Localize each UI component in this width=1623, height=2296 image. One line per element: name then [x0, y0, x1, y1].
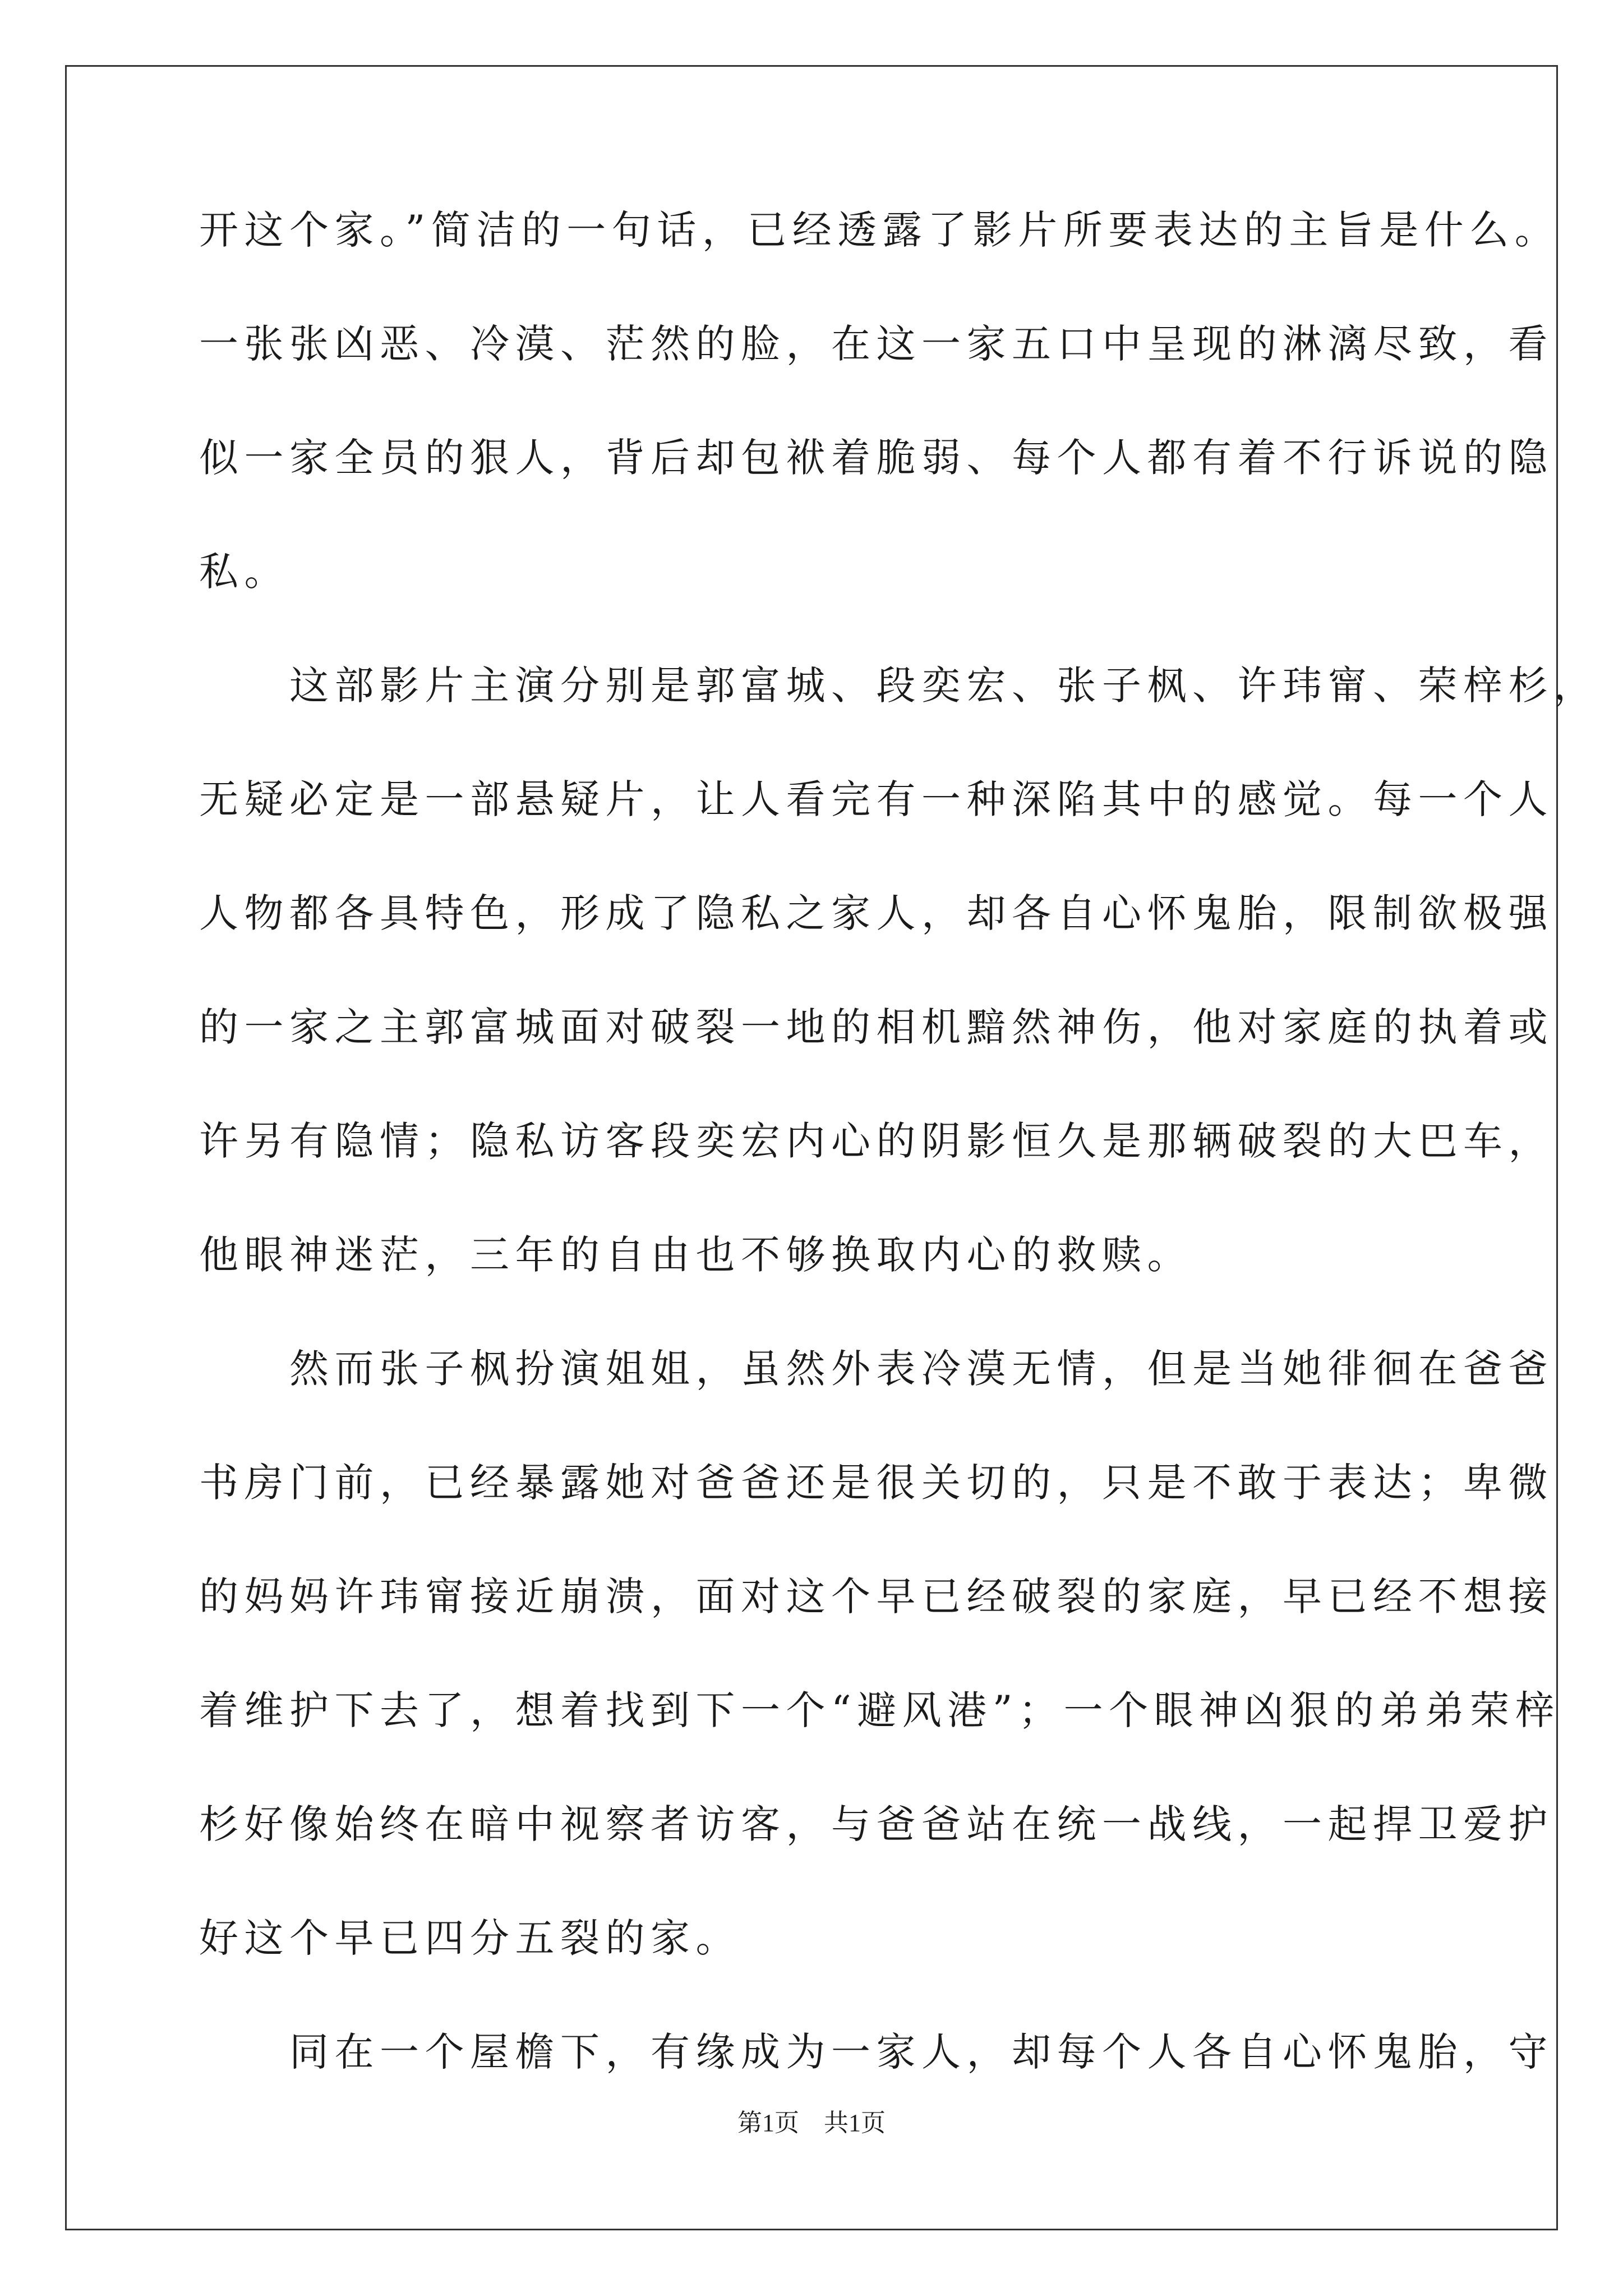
- text-line: 无疑必定是一部悬疑片，让人看完有一种深陷其中的感觉。每一个人: [199, 776, 1553, 822]
- text-line: 的妈妈许玮甯接近崩溃，面对这个早已经破裂的家庭，早已经不想接: [199, 1573, 1553, 1619]
- text-line: 的一家之主郭富城面对破裂一地的相机黯然神伤，他对家庭的执着或: [199, 1004, 1553, 1050]
- text-line: 好这个早已四分五裂的家。: [199, 1915, 741, 1961]
- text-line: 着维护下去了，想着找到下一个“避风港”；一个眼神凶狠的弟弟荣梓: [199, 1687, 1561, 1733]
- page-number-footer: 第1页 共1页: [737, 2109, 886, 2137]
- text-line: 这部影片主演分别是郭富城、段奕宏、张子枫、许玮甯、荣梓杉，: [199, 662, 1599, 708]
- text-line: 杉好像始终在暗中视察者访客，与爸爸站在统一战线，一起捍卫爱护: [199, 1801, 1553, 1847]
- text-line: 他眼神迷茫，三年的自由也不够换取内心的救赎。: [199, 1232, 1192, 1278]
- text-line: 似一家全员的狠人，背后却包袱着脆弱、每个人都有着不行诉说的隐: [199, 435, 1553, 481]
- text-line: 开这个家。”简洁的一句话，已经透露了影片所要表达的主旨是什么。: [199, 207, 1560, 253]
- text-line: 许另有隐情；隐私访客段奕宏内心的阴影恒久是那辆破裂的大巴车，: [199, 1118, 1553, 1164]
- text-line: 然而张子枫扮演姐姐，虽然外表冷漠无情，但是当她徘徊在爸爸: [199, 1346, 1553, 1392]
- text-line: 一张张凶恶、冷漠、茫然的脸，在这一家五口中呈现的淋漓尽致，看: [199, 321, 1553, 367]
- text-line: 同在一个屋檐下，有缘成为一家人，却每个人各自心怀鬼胎，守: [199, 2029, 1553, 2075]
- text-line: 私。: [199, 549, 289, 595]
- text-line: 书房门前，已经暴露她对爸爸还是很关切的，只是不敢于表达；卑微: [199, 1460, 1553, 1506]
- text-line: 人物都各具特色，形成了隐私之家人，却各自心怀鬼胎，限制欲极强: [199, 890, 1553, 936]
